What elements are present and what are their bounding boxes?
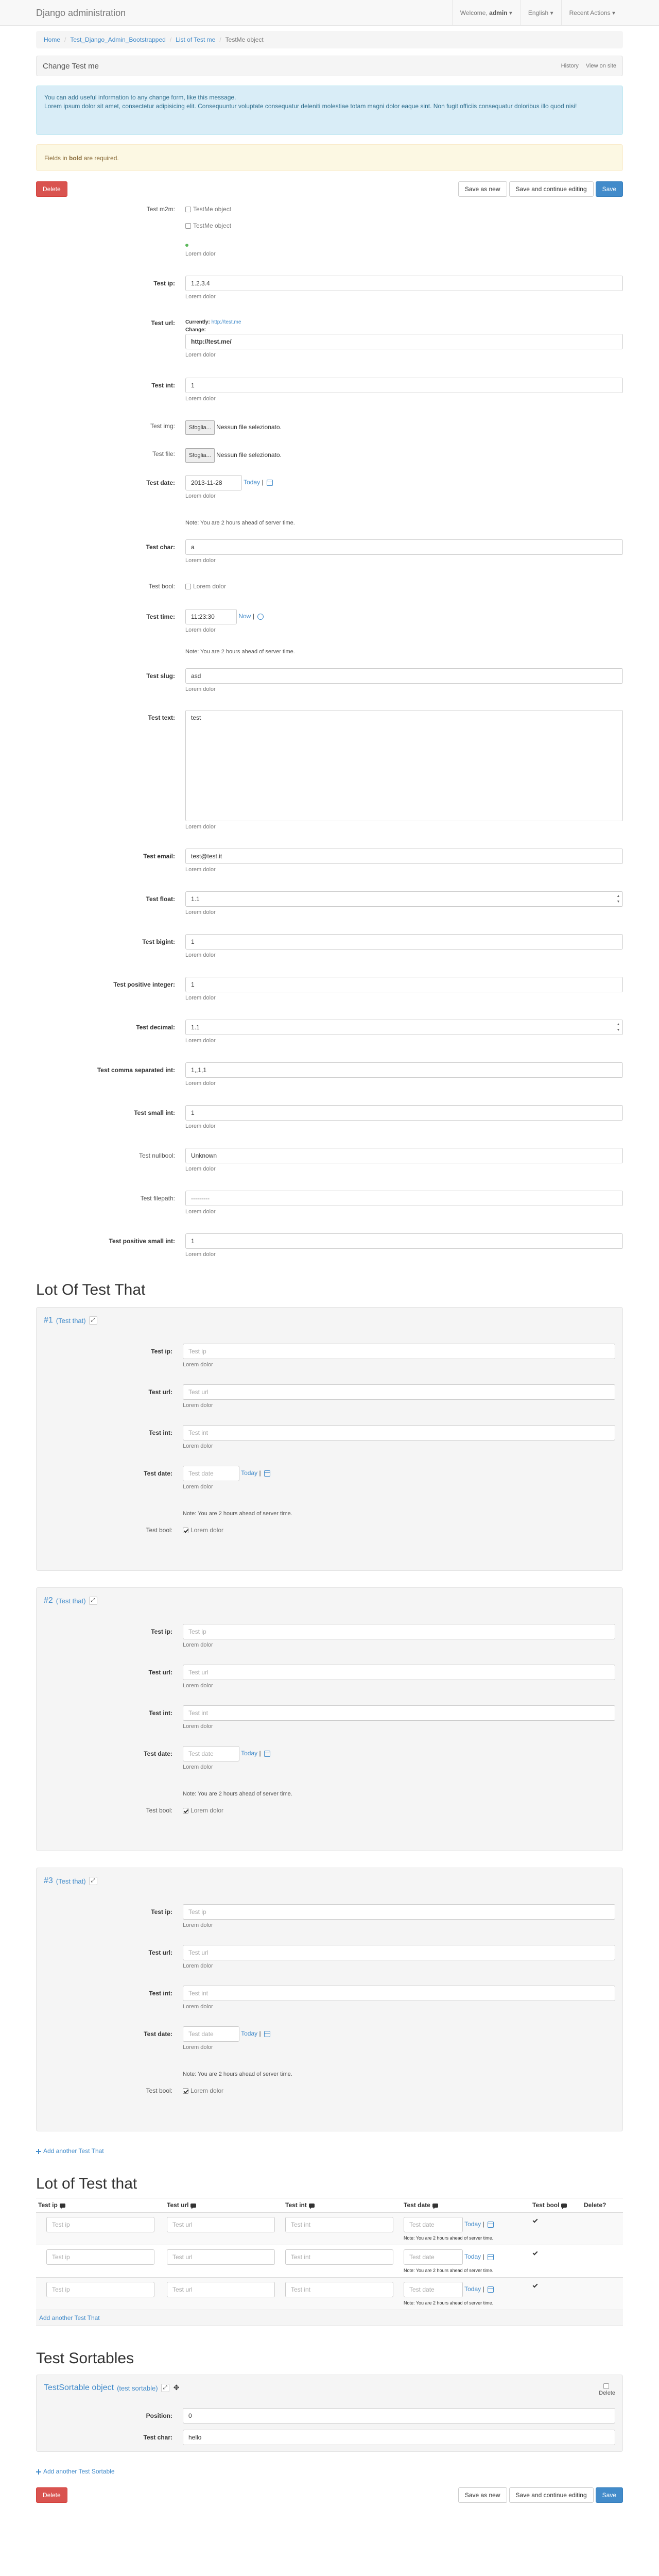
stacked-ip-input[interactable]: Test ip [183, 1344, 615, 1359]
add-related-icon[interactable] [185, 241, 623, 248]
info-line-2: Lorem ipsum dolor sit amet, consectetur adipisicing elit. Consequuntur voluptate consequatur deleniti molestiae totam magni dolor eaque sint. Non fugit officiis consequatur doloribus illo quod nisi! [44, 103, 577, 110]
int-input[interactable]: 1 [185, 378, 623, 393]
stacked-bool-label: Test bool: [146, 2087, 172, 2094]
save-as-new-button[interactable]: Save as new [458, 2487, 507, 2503]
warn-bold: bold [69, 155, 82, 162]
stacked-bool-text: Lorem dolor [190, 2087, 224, 2094]
help-text: Lorem dolor [183, 1922, 213, 1928]
m2m-label: Test m2m: [146, 206, 175, 213]
img-file-status: Nessun file selezionato. [216, 423, 282, 431]
sortable-char-label: Test char: [143, 2434, 172, 2441]
smallint-input[interactable]: 1 [185, 1105, 623, 1121]
bool-label: Test bool: [148, 583, 175, 590]
ip-input[interactable]: 1.2.3.4 [185, 276, 623, 291]
stacked-bool-text: Lorem dolor [190, 1527, 224, 1534]
stacked-bool-text: Lorem dolor [190, 1807, 224, 1814]
tabular-date-input[interactable]: Test date [404, 2282, 463, 2297]
breadcrumb: Home / Test_Django_Admin_Bootstrapped / List of Test me / TestMe object [36, 31, 623, 48]
tabular-inline-table [36, 2198, 623, 2310]
main-form: Test m2m: TestMe object TestMe object Lorem dolor Test ip: 1.2.3.4 Lorem dolor Test url: Currently: http://test.me Change: http://test.me/ Lorem dolor Test int: 1 Lorem dolor Test img: Sfoglia... Nessun file selezionato. Test file: Sfoglia... Nessun file selezionato. Test date: 2013-11-28 Today | Lorem dolor Note: You are 2 hours ahead of server time. Test char: a Lorem dolor Test bool: Lorem dolor Test time: 11:23:30 Now | Lorem dolor Note: You are 2 hours ahead of server time. Test slug: asd Lorem dolor Test text: test Lorem dolor Test email: test@test.it Lorem dolor Test float: 1.1 ▲ ▼ Lorem dolor Test bigint: 1 Lorem dolor Test positive integer: 1 Lorem dolor Test decimal: 1.1 ▲ ▼ Lorem dolor Test comma separated int: 1,,1,1 Lorem dolor Test small int: 1 Lorem dolor Test nullbool: Unknown Lorem dolor Test filepath: --------- Lorem dolor Test positive small int: 1 Lorem dolor [36, 205, 623, 1261]
plus-icon [36, 2469, 41, 2475]
timezone-note: Note: You are 2 hours ahead of server time. [183, 1791, 292, 1797]
email-input[interactable]: test@test.it [185, 849, 623, 864]
help-text: Lorem dolor [185, 824, 216, 830]
help-text: Lorem dolor [185, 1123, 216, 1129]
position-label: Position: [146, 2412, 172, 2419]
filepath-label: Test filepath: [140, 1195, 175, 1202]
today-link[interactable]: Today [464, 2285, 481, 2293]
checkbox-checked-icon [183, 2088, 188, 2094]
url-current-link[interactable]: http://test.me [211, 319, 241, 325]
help-text: Lorem dolor [183, 1764, 213, 1770]
stacked-inline-item: #3 (Test that) ⤢ Test ip: Test ip Lorem dolor Test url: Test url Lorem dolor Test int: Test int Lorem dolor Test date: Test date Today | Lorem dolor Note: You are 2 hours ahead of server time. Test bool: Lorem dolor [36, 1868, 623, 2131]
navbar [0, 0, 659, 26]
timezone-note: Note: You are 2 hours ahead of server time. [183, 2071, 292, 2077]
tabular-add-row [36, 2310, 623, 2326]
bigint-input[interactable]: 1 [185, 934, 623, 950]
stacked-url-input[interactable]: Test url [183, 1384, 615, 1400]
bool-text: Lorem dolor [193, 583, 227, 590]
help-text: Lorem dolor [185, 251, 216, 257]
help-text: Lorem dolor [183, 1723, 213, 1730]
add-link-text: Add another Test That [43, 2147, 104, 2155]
nullbool-label: Test nullbool: [138, 1152, 175, 1159]
tabular-ip-input[interactable]: Test ip [46, 2282, 154, 2297]
help-text: Lorem dolor [183, 1443, 213, 1449]
possmall-input[interactable]: 1 [185, 1233, 623, 1249]
help-text: Lorem dolor [183, 2004, 213, 2010]
url-label: Test url: [151, 319, 175, 327]
recent-actions-menu[interactable]: Recent Actions ▾ [561, 0, 623, 26]
help-text: Lorem dolor [185, 952, 216, 958]
help-text: Lorem dolor [185, 867, 216, 873]
stacked-inline-title: Lot Of Test That [36, 1281, 146, 1298]
breadcrumb-current: TestMe object [225, 36, 264, 43]
sortable-item-title[interactable]: TestSortable object [44, 2383, 114, 2392]
bottom-submit-row [36, 2486, 623, 2504]
csi-input[interactable]: 1,,1,1 [185, 1062, 623, 1078]
stacked-item-number[interactable]: #1 [44, 1316, 53, 1325]
stacked-inline-item: #1 (Test that) ⤢ Test ip: Test ip Lorem dolor Test url: Test url Lorem dolor Test int: Test int Lorem dolor Test date: Test date Today | Lorem dolor Note: You are 2 hours ahead of server time. Test bool: Lorem dolor [36, 1307, 623, 1571]
help-text: Lorem dolor [185, 294, 216, 300]
stacked-url-label: Test url: [148, 1669, 172, 1676]
stacked-int-label: Test int: [149, 1709, 172, 1717]
page-title: Change Test me [43, 61, 99, 71]
warn-pre: Fields in [44, 155, 70, 162]
filepath-select[interactable]: --------- [185, 1191, 623, 1206]
save-button[interactable]: Save [596, 181, 623, 197]
help-text: Lorem dolor [185, 1166, 216, 1172]
help-text: Lorem dolor [185, 352, 216, 358]
timezone-note: Note: You are 2 hours ahead of server time. [185, 649, 295, 655]
col-test-date: Test date [402, 2198, 530, 2213]
view-on-site-link[interactable]: View on site [585, 63, 616, 69]
tabular-ip-input[interactable]: Test ip [46, 2249, 154, 2265]
tabular-ip-input[interactable]: Test ip [46, 2217, 154, 2232]
tabular-int-input[interactable]: Test int [285, 2282, 393, 2297]
stacked-int-label: Test int: [149, 1990, 172, 1997]
sortable-delete-label: Delete [599, 2390, 615, 2396]
stacked-ip-label: Test ip: [151, 1628, 172, 1635]
calendar-icon[interactable] [264, 2031, 270, 2037]
breadcrumb-list[interactable]: List of Test me [176, 36, 216, 43]
tabular-url-input[interactable]: Test url [167, 2282, 275, 2297]
float-value: 1.1 [191, 895, 200, 903]
stacked-int-input[interactable]: Test int [183, 1425, 615, 1440]
tabular-row: Test ip Test url Test int Test date Today | Note: You are 2 hours ahead of server time. [36, 2278, 623, 2310]
top-submit-row [36, 180, 623, 198]
url-change-label: Change: [185, 327, 206, 333]
stacked-item-header [44, 1595, 615, 1606]
stacked-item-subtitle[interactable]: (Test that) [56, 1316, 86, 1325]
time-label: Test time: [146, 613, 175, 620]
m2m-option-2[interactable] [185, 222, 623, 230]
calendar-icon[interactable] [488, 2286, 494, 2293]
comment-icon [561, 2204, 567, 2208]
stacked-ip-label: Test ip: [151, 1348, 172, 1355]
add-link-text: Add another Test Sortable [43, 2468, 115, 2475]
nullbool-select[interactable]: Unknown [185, 1148, 623, 1163]
move-icon[interactable]: ✥ [173, 2383, 180, 2392]
timezone-note: Note: You are 2 hours ahead of server time. [183, 1511, 292, 1517]
stacked-url-input[interactable]: Test url [183, 1945, 615, 1960]
help-text: Lorem dolor [183, 1484, 213, 1490]
stacked-item-subtitle[interactable]: (Test that) [56, 1877, 86, 1885]
plus-icon [36, 2149, 41, 2154]
tabular-date-input[interactable]: Test date [404, 2249, 463, 2265]
stacked-bool-checkbox[interactable] [183, 2087, 615, 2095]
help-text: Lorem dolor [183, 1402, 213, 1409]
tabular-bool-checkbox[interactable] [532, 2250, 538, 2256]
stacked-item-number[interactable]: #3 [44, 1876, 53, 1885]
stacked-int-input[interactable]: Test int [183, 1705, 615, 1721]
help-text: Lorem dolor [185, 909, 216, 916]
clock-icon[interactable] [257, 614, 264, 620]
stacked-item-subtitle[interactable]: (Test that) [56, 1597, 86, 1605]
add-another-test-that-link[interactable] [36, 2147, 104, 2155]
add-another-test-that-tabular-link[interactable]: Add another Test That [39, 2314, 100, 2321]
expand-icon[interactable]: ⤢ [161, 2384, 169, 2392]
file-status: Nessun file selezionato. [216, 451, 282, 459]
url-input[interactable]: http://test.me/ [185, 334, 623, 349]
language-label: English [528, 9, 549, 16]
timezone-note: Note: You are 2 hours ahead of server time. [404, 2235, 494, 2241]
stacked-item-header [44, 1315, 615, 1326]
date-label: Test date: [146, 479, 175, 486]
spinner-arrows-icon[interactable]: ▲ ▼ [616, 1023, 620, 1032]
calendar-icon[interactable] [264, 1751, 270, 1757]
help-text: Lorem dolor [183, 1683, 213, 1689]
comment-icon [432, 2204, 438, 2208]
today-link[interactable]: Today [464, 2221, 481, 2228]
help-text: Lorem dolor [185, 557, 216, 564]
stacked-inline-item: #2 (Test that) ⤢ Test ip: Test ip Lorem dolor Test url: Test url Lorem dolor Test int: Test int Lorem dolor Test date: Test date Today | Lorem dolor Note: You are 2 hours ahead of server time. Test bool: Lorem dolor [36, 1587, 623, 1851]
file-button[interactable]: Sfoglia... [185, 448, 215, 463]
expand-icon[interactable]: ⤢ [89, 1597, 97, 1605]
help-text: Lorem dolor [183, 2044, 213, 2050]
file-label: Test file: [152, 450, 175, 457]
username: admin [489, 9, 508, 16]
expand-icon[interactable]: ⤢ [89, 1877, 97, 1885]
help-text: Lorem dolor [185, 1038, 216, 1044]
posint-label: Test positive integer: [113, 981, 175, 988]
expand-icon[interactable]: ⤢ [89, 1316, 97, 1325]
tabular-int-input[interactable]: Test int [285, 2217, 393, 2232]
stacked-int-label: Test int: [149, 1429, 172, 1436]
stacked-ip-input[interactable]: Test ip [183, 1904, 615, 1920]
csi-label: Test comma separated int: [97, 1066, 175, 1074]
checkbox-icon [185, 584, 191, 589]
slug-input[interactable]: asd [185, 668, 623, 684]
stacked-date-label: Test date: [144, 1750, 172, 1757]
time-input[interactable]: 11:23:30 [185, 609, 237, 624]
bool-checkbox[interactable] [185, 582, 623, 590]
stacked-url-label: Test url: [148, 1949, 172, 1956]
m2m-checkbox-icon [185, 207, 191, 212]
checkbox-checked-icon [183, 1808, 188, 1814]
email-label: Test email: [143, 853, 175, 860]
m2m-option-1-text: TestMe object [193, 206, 232, 213]
col-test-ip: Test ip [36, 2198, 165, 2213]
timezone-note: Note: You are 2 hours ahead of server time. [404, 2268, 494, 2273]
tabular-row: Test ip Test url Test int Test date Today | Note: You are 2 hours ahead of server time. [36, 2245, 623, 2278]
calendar-icon[interactable] [488, 2222, 494, 2228]
col-test-bool: Test bool [530, 2198, 582, 2213]
date-input[interactable]: 2013-11-28 [185, 475, 242, 490]
float-input[interactable] [185, 891, 623, 907]
position-input[interactable]: 0 [183, 2408, 615, 2424]
save-continue-button[interactable]: Save and continue editing [509, 2487, 594, 2503]
decimal-value: 1.1 [191, 1024, 200, 1031]
help-text: Lorem dolor [185, 995, 216, 1001]
delete-button[interactable]: Delete [36, 2487, 67, 2503]
help-text: Lorem dolor [185, 1080, 216, 1087]
welcome-text: Welcome, [460, 9, 488, 16]
calendar-icon[interactable] [267, 480, 273, 486]
url-currently: Currently: http://test.me [185, 319, 241, 325]
stacked-bool-checkbox[interactable] [183, 1526, 615, 1534]
sortables-add-row [36, 2467, 623, 2475]
img-file-button[interactable]: Sfoglia... [185, 420, 215, 435]
stacked-date-input[interactable]: Test date [183, 2026, 239, 2042]
decimal-input[interactable] [185, 1020, 623, 1035]
today-link[interactable]: Today [244, 479, 261, 486]
ip-label: Test ip: [153, 280, 175, 287]
tabular-bool-checkbox[interactable] [532, 2218, 538, 2224]
tabular-url-input[interactable]: Test url [167, 2217, 275, 2232]
now-link[interactable]: Now [238, 613, 251, 620]
posint-input[interactable]: 1 [185, 977, 623, 992]
m2m-option-2-text: TestMe object [193, 222, 232, 229]
stacked-date-label: Test date: [144, 1470, 172, 1477]
today-link[interactable]: Today [241, 2030, 258, 2038]
delete-button[interactable]: Delete [36, 181, 67, 197]
stacked-int-input[interactable]: Test int [183, 1986, 615, 2001]
stacked-url-label: Test url: [148, 1388, 172, 1396]
sortable-item-subtitle[interactable]: (test sortable) [117, 2384, 158, 2392]
comment-icon [60, 2204, 65, 2208]
stacked-ip-label: Test ip: [151, 1908, 172, 1916]
tabular-bool-checkbox[interactable] [532, 2283, 538, 2289]
m2m-option-1[interactable] [185, 205, 623, 213]
help-text: Lorem dolor [183, 1362, 213, 1368]
stacked-item-header [44, 1875, 615, 1887]
checkbox-checked-icon [183, 1528, 188, 1533]
title-bar [36, 56, 623, 76]
float-label: Test float: [146, 895, 175, 903]
possmall-label: Test positive small int: [109, 1238, 175, 1245]
save-continue-button[interactable]: Save and continue editing [509, 181, 594, 197]
save-button[interactable]: Save [596, 2487, 623, 2503]
help-text: Lorem dolor [185, 1251, 216, 1258]
sortable-item[interactable] [36, 2375, 623, 2452]
tabular-inline-title: Lot of Test that [36, 2175, 137, 2192]
add-another-test-sortable-link[interactable] [36, 2468, 115, 2475]
text-label: Test text: [148, 714, 175, 721]
save-as-new-button[interactable]: Save as new [458, 181, 507, 197]
history-link[interactable]: History [561, 63, 579, 69]
warn-post: are required. [82, 155, 119, 162]
stacked-item-number[interactable]: #2 [44, 1596, 53, 1605]
checkbox-icon [603, 2383, 609, 2389]
user-menu[interactable]: Welcome, admin ▾ [452, 0, 520, 26]
info-line-1: You can add useful information to any change form, like this message. [44, 94, 236, 101]
col-test-url: Test url [165, 2198, 283, 2213]
sortable-delete[interactable] [599, 2382, 615, 2397]
stacked-bool-checkbox[interactable] [183, 1806, 615, 1815]
brand-link[interactable]: Django administration [36, 7, 126, 18]
tabular-url-input[interactable]: Test url [167, 2249, 275, 2265]
today-link[interactable]: Today [464, 2253, 481, 2261]
help-text: Lorem dolor [185, 1209, 216, 1215]
timezone-note: Note: You are 2 hours ahead of server time. [404, 2300, 494, 2306]
help-text: Lorem dolor [185, 627, 216, 633]
required-fields-alert [36, 144, 623, 171]
stacked-add-row [36, 2147, 623, 2155]
comment-icon [309, 2204, 315, 2208]
help-text: Lorem dolor [185, 493, 216, 499]
spinner-arrows-icon[interactable]: ▲ ▼ [616, 894, 620, 904]
stacked-ip-input[interactable]: Test ip [183, 1624, 615, 1639]
stacked-inline-list [36, 1307, 623, 2131]
today-link[interactable]: Today [241, 1750, 258, 1757]
stacked-bool-label: Test bool: [146, 1527, 172, 1534]
stacked-date-input[interactable]: Test date [183, 1746, 239, 1761]
tabular-date-input[interactable]: Test date [404, 2217, 463, 2232]
smallint-label: Test small int: [134, 1109, 175, 1116]
col-delete: Delete? [582, 2198, 623, 2213]
slug-label: Test slug: [146, 672, 175, 680]
tabular-row: Test ip Test url Test int Test date Today | Note: You are 2 hours ahead of server time. [36, 2212, 623, 2245]
help-text: Lorem dolor [185, 686, 216, 692]
col-test-int: Test int [283, 2198, 402, 2213]
m2m-checkbox-icon [185, 223, 191, 229]
breadcrumb-home[interactable]: Home [44, 36, 61, 43]
bigint-label: Test bigint: [142, 938, 175, 945]
help-text: Lorem dolor [183, 1963, 213, 1969]
decimal-label: Test decimal: [136, 1024, 175, 1031]
stacked-bool-label: Test bool: [146, 1807, 172, 1814]
help-text: Lorem dolor [183, 1642, 213, 1648]
stacked-date-label: Test date: [144, 2030, 172, 2038]
tabular-int-input[interactable]: Test int [285, 2249, 393, 2265]
stacked-date-input[interactable]: Test date [183, 1466, 239, 1481]
comment-icon [190, 2204, 196, 2208]
recent-actions-label: Recent Actions [569, 9, 611, 16]
language-menu[interactable]: English ▾ [520, 0, 561, 26]
sortables-title: Test Sortables [36, 2350, 134, 2367]
calendar-icon[interactable] [488, 2254, 494, 2260]
img-label: Test img: [150, 422, 175, 430]
calendar-icon[interactable] [264, 1470, 270, 1477]
info-alert [36, 86, 623, 135]
char-input[interactable]: a [185, 539, 623, 555]
sortable-char-input[interactable]: hello [183, 2430, 615, 2445]
breadcrumb-app[interactable]: Test_Django_Admin_Bootstrapped [70, 36, 166, 43]
text-textarea[interactable]: test [185, 710, 623, 821]
help-text: Lorem dolor [185, 396, 216, 402]
char-label: Test char: [146, 544, 175, 551]
stacked-url-input[interactable]: Test url [183, 1665, 615, 1680]
today-link[interactable]: Today [241, 1469, 258, 1477]
int-label: Test int: [151, 382, 175, 389]
timezone-note: Note: You are 2 hours ahead of server time. [185, 520, 295, 526]
